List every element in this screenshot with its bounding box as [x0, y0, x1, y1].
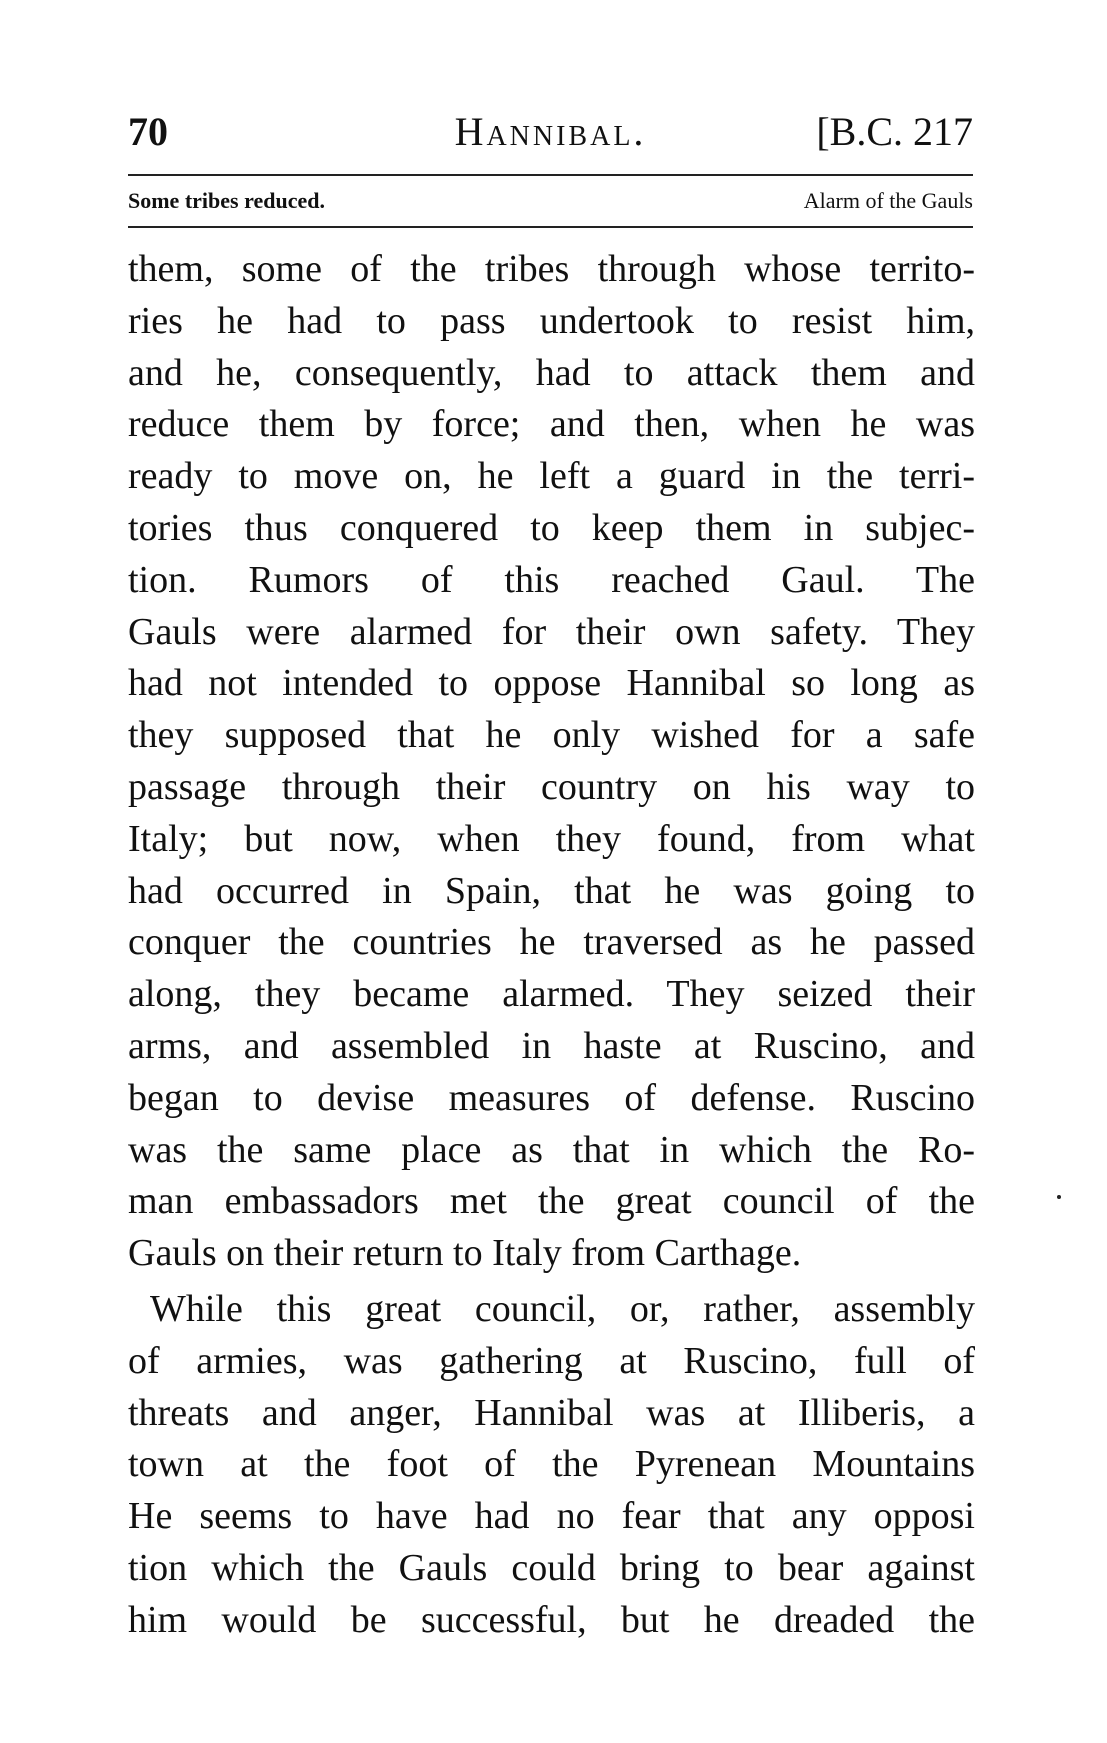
- text-line: was the same place as that in which the Ro-: [128, 1128, 975, 1171]
- text-line: passage through their country on his way to: [128, 765, 975, 808]
- text-line: While this great council, or, rather, assembly: [150, 1287, 975, 1330]
- text-line: Gauls on their return to Italy from Carthage.: [128, 1232, 802, 1275]
- text-line: ready to move on, he left a guard in the terri-: [128, 455, 975, 498]
- side-notes: [128, 183, 973, 219]
- running-title: Hannibal.: [454, 109, 647, 154]
- text-line: town at the foot of the Pyrenean Mountains: [128, 1443, 975, 1486]
- text-line: had occurred in Spain, that he was going to: [128, 869, 975, 912]
- text-line: and he, consequently, had to attack them and: [128, 351, 975, 394]
- text-line: of armies, was gathering at Ruscino, full of: [128, 1339, 975, 1382]
- side-note-left: Some tribes reduced.: [128, 188, 325, 213]
- text-line: threats and anger, Hannibal was at Illiberis, a: [128, 1391, 975, 1434]
- text-line: tories thus conquered to keep them in subjec-: [128, 506, 975, 549]
- text-line: ries he had to pass undertook to resist him,: [128, 299, 975, 342]
- running-head: [128, 108, 973, 168]
- body-text: [128, 244, 975, 1647]
- text-line: had not intended to oppose Hannibal so long as: [128, 662, 975, 705]
- page-number: 70: [128, 109, 168, 154]
- running-date: [B.C. 217: [816, 109, 973, 154]
- side-note-right: Alarm of the Gauls: [803, 188, 973, 213]
- text-line: him would be successful, but he dreaded the: [128, 1598, 975, 1641]
- print-speck: [1057, 1195, 1061, 1199]
- text-line: man embassadors met the great council of the: [128, 1180, 975, 1223]
- header-rule-bottom: [128, 226, 973, 228]
- text-line: arms, and assembled in haste at Ruscino, and: [128, 1024, 975, 1067]
- text-line: reduce them by force; and then, when he was: [128, 403, 975, 446]
- text-line: along, they became alarmed. They seized their: [128, 973, 975, 1016]
- header-rule-top: [128, 174, 973, 176]
- text-line: conquer the countries he traversed as he passed: [128, 921, 975, 964]
- text-line: He seems to have had no fear that any opposi: [128, 1495, 975, 1538]
- text-line: began to devise measures of defense. Ruscino: [128, 1076, 975, 1119]
- text-line: they supposed that he only wished for a safe: [128, 714, 975, 757]
- text-line: them, some of the tribes through whose territo-: [128, 248, 975, 290]
- text-line: Italy; but now, when they found, from what: [128, 817, 975, 860]
- text-line: Gauls were alarmed for their own safety. They: [128, 610, 975, 653]
- text-line: tion. Rumors of this reached Gaul. The: [128, 558, 975, 601]
- text-line: tion which the Gauls could bring to bear against: [128, 1546, 975, 1589]
